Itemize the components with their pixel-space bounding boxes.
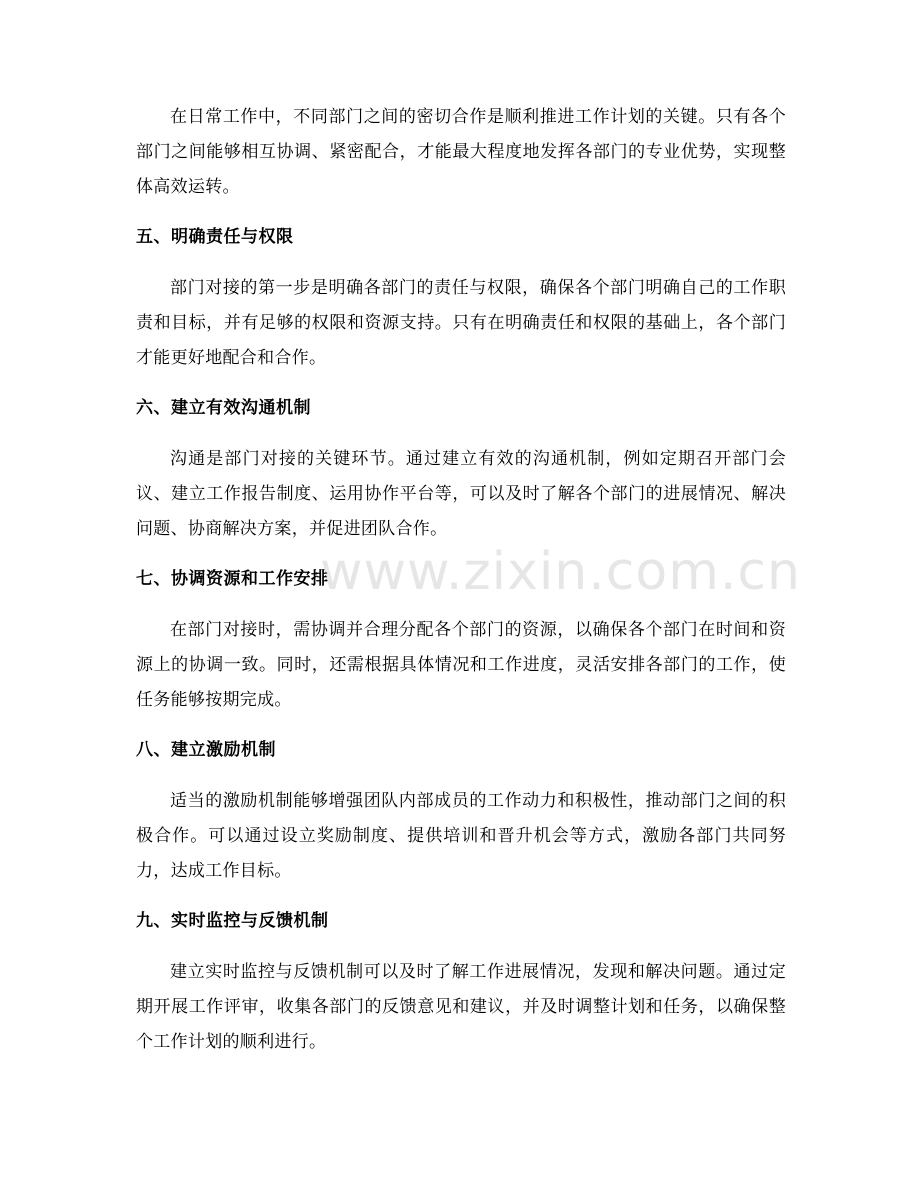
spacer [136, 762, 786, 784]
spacer [136, 249, 786, 271]
section-heading-7: 七、协调资源和工作安排 [136, 569, 329, 589]
watermark-text: www.zixin.com.cn [320, 542, 801, 602]
section-heading-9: 九、实时监控与反馈机制 [136, 911, 329, 931]
section-body-7: 在部门对接时，需协调并合理分配各个部门的资源，以确保各个部门在时间和资源上的协调一致。同时，还需根据具体情况和工作进度，灵活安排各部门的工作，使任务能够按期完成。 [136, 620, 786, 710]
section-body-9: 建立实时监控与反馈机制可以及时了解工作进展情况，发现和解决问题。通过定期开展工作评审，收集各部门的反馈意见和建议，并及时调整计划和任务，以确保整个工作计划的顺利进行。 [136, 962, 786, 1052]
spacer [136, 420, 786, 442]
section-heading-5: 五、明确责任与权限 [136, 227, 294, 247]
document-body [136, 100, 786, 1060]
section-body-6: 沟通是部门对接的关键环节。通过建立有效的沟通机制，例如定期召开部门会议、建立工作报告制度、运用协作平台等，可以及时了解各个部门的进展情况、解决问题、协商解决方案，并促进团队合作。 [136, 449, 786, 539]
spacer [136, 889, 786, 909]
section-body-8: 适当的激励机制能够增强团队内部成员的工作动力和积极性，推动部门之间的积极合作。可以通过设立奖励制度、提供培训和晋升机会等方式，激励各部门共同努力，达成工作目标。 [136, 791, 786, 881]
spacer [136, 547, 786, 567]
spacer [136, 205, 786, 225]
section-body-5: 部门对接的第一步是明确各部门的责任与权限，确保各个部门明确自己的工作职责和目标，并有足够的权限和资源支持。只有在明确责任和权限的基础上，各个部门才能更好地配合和合作。 [136, 278, 786, 368]
spacer [136, 591, 786, 613]
spacer [136, 718, 786, 738]
section-heading-8: 八、建立激励机制 [136, 740, 276, 760]
intro-paragraph: 在日常工作中，不同部门之间的密切合作是顺利推进工作计划的关键。只有各个部门之间能够相互协调、紧密配合，才能最大程度地发挥各部门的专业优势，实现整体高效运转。 [136, 107, 786, 197]
section-heading-6: 六、建立有效沟通机制 [136, 398, 311, 418]
spacer [136, 933, 786, 955]
spacer [136, 376, 786, 396]
